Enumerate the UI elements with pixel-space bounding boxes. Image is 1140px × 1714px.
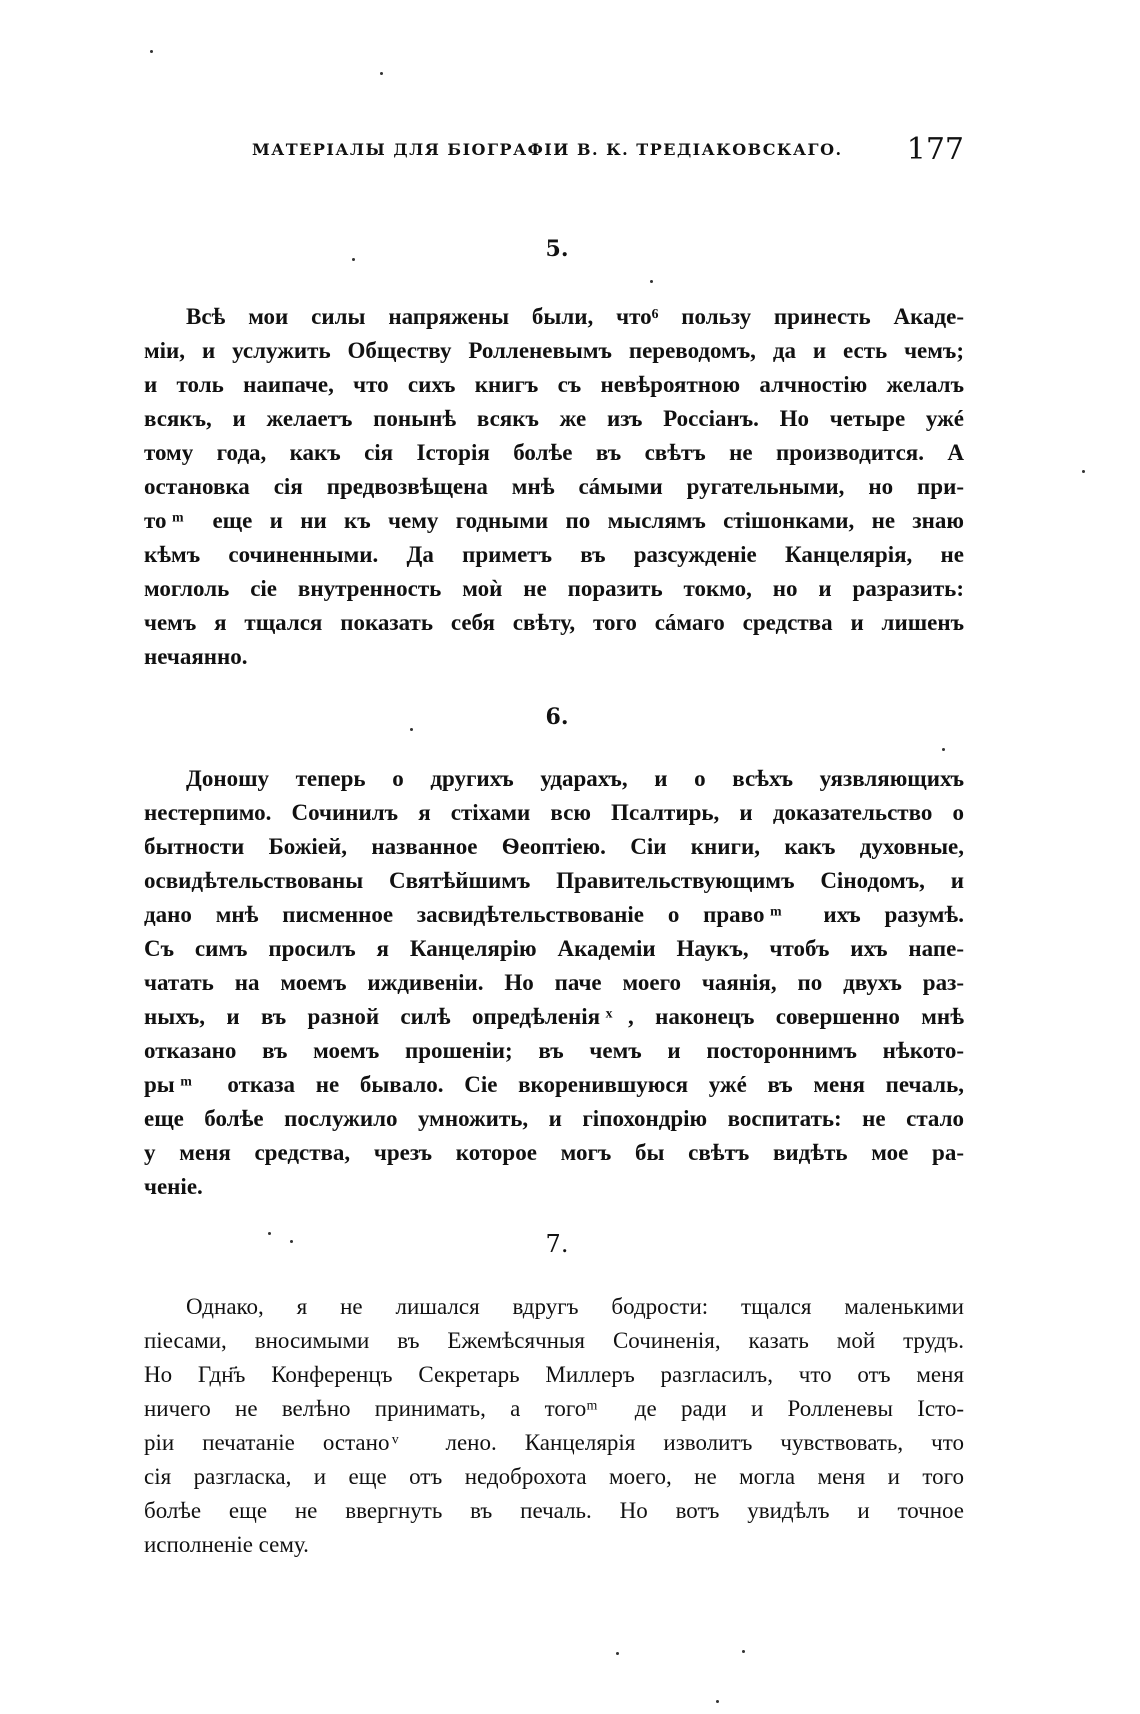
paragraph-line: моглоль сіе внутренность моѝ не поразить токмо, но и разразить: [144, 576, 964, 601]
paragraph-line: дано мнѣ писменное засвидѣтельствованіе о право ͫ ихъ разумѣ. [144, 902, 964, 927]
paragraph-line: тому года, какъ сія Історія болѣе въ свѣтъ не производится. А [144, 440, 964, 465]
scan-speck [1082, 470, 1085, 473]
paragraph-line: и толь наипаче, что сихъ книгъ съ невѣроятною алчностію желалъ [144, 372, 964, 397]
paragraph-line: Съ симъ просилъ я Канцелярію Академіи Наукъ, чтобъ ихъ напе- [144, 936, 964, 961]
page-number: 177 [906, 132, 964, 167]
paragraph-line: Однако, я не лишался вдругъ бодрости: тщался маленькими [186, 1294, 964, 1319]
paragraph-line: отказано въ моемъ прошеніи; въ чемъ и постороннимъ нѣкото- [144, 1038, 964, 1063]
scan-speck [268, 1232, 271, 1235]
scan-speck [650, 280, 653, 283]
paragraph-line: сія разгласка, и еще отъ недоброхота моего, не могла меня и того [144, 1464, 964, 1489]
paragraph-line: еще болѣе послужило умножить, и гіпохондрію воспитать: не стало [144, 1106, 964, 1131]
paragraph-line: ныхъ, и въ разной силѣ опредѣленія ͯ, наконецъ совершенно мнѣ [144, 1004, 964, 1029]
scan-speck [716, 1700, 719, 1703]
scan-speck [942, 748, 945, 751]
running-title: МАТЕРІАЛЫ ДЛЯ БІОГРАФІИ В. К. ТРЕДІАКОВСКАГО. [252, 140, 843, 159]
paragraph-line: міи, и услужить Обществу Ролленевымъ переводомъ, да и есть чемъ; [144, 338, 964, 363]
paragraph-line: всякъ, и желаетъ понынѣ всякъ же изъ Россіанъ. Но четыре ужé [144, 406, 964, 431]
paragraph-line: болѣе еще не ввергнуть въ печаль. Но вотъ увидѣлъ и точное [144, 1498, 964, 1523]
paragraph-line: исполненіе сему. [144, 1532, 309, 1557]
paragraph-line: то ͫ еще и ни къ чему годными по мыслямъ стішонками, не знаю [144, 508, 964, 533]
paragraph-line: чатать на моемъ иждивеніи. Но паче моего чаянія, по двухъ раз- [144, 970, 964, 995]
section-number-7: 7. [545, 1230, 569, 1258]
paragraph-line: нечаянно. [144, 644, 248, 669]
scan-speck [742, 1650, 745, 1653]
scan-speck [150, 50, 153, 53]
running-head [252, 132, 964, 172]
paragraph-line: бытности Божіей, названное Ѳеоптіею. Сіи книги, какъ духовные, [144, 834, 964, 859]
paragraph-line: кѣмъ сочиненными. Да приметъ въ разсужденіе Канцелярія, не [144, 542, 964, 567]
paragraph-line: Всѣ мои силы напряжены были, что⁶ пользу принесть Акаде- [186, 304, 964, 329]
paragraph-line: остановка сія предвозвѣщена мнѣ сáмыми ругательными, но при- [144, 474, 964, 499]
scan-speck [380, 72, 383, 75]
paragraph-line: освидѣтельствованы Святѣйшимъ Правительствующимъ Сінодомъ, и [144, 868, 964, 893]
paragraph-line: ченіе. [144, 1174, 203, 1199]
scan-speck [616, 1652, 619, 1655]
paragraph-line: нестерпимо. Сочинилъ я стіхами всю Псалтирь, и доказательство о [144, 800, 964, 825]
paragraph-line: ры ͫ отказа не бывало. Сіе вкоренившуюся ужé въ меня печаль, [144, 1072, 964, 1097]
paragraph-line: ріи печатаніе остано ͮ лено. Канцелярія изволитъ чувствовать, что [144, 1430, 964, 1455]
paragraph-line: Но Гдн҃ъ Конференцъ Секретарь Миллеръ разгласилъ, что отъ меня [144, 1362, 964, 1387]
scan-speck [290, 1240, 293, 1243]
section-number-5: 5. [545, 236, 569, 262]
paragraph-line: Доношу теперь о другихъ ударахъ, и о всѣхъ уязвляющихъ [186, 766, 964, 791]
paragraph-line: ничего не велѣно принимать, а того ͫ де ради и Ролленевы Істо- [144, 1396, 964, 1421]
scan-speck [352, 258, 355, 261]
paragraph-line: у меня средства, чрезъ которое могъ бы свѣтъ видѣть мое ра- [144, 1140, 964, 1165]
paragraph-line: чемъ я тщался показать себя свѣту, того сáмаго средства и лишенъ [144, 610, 964, 635]
section-number-6: 6. [545, 704, 569, 730]
paragraph-line: піесами, вносимыми въ Ежемѣсячныя Сочиненія, казать мой трудъ. [144, 1328, 964, 1353]
scan-speck [410, 728, 413, 731]
